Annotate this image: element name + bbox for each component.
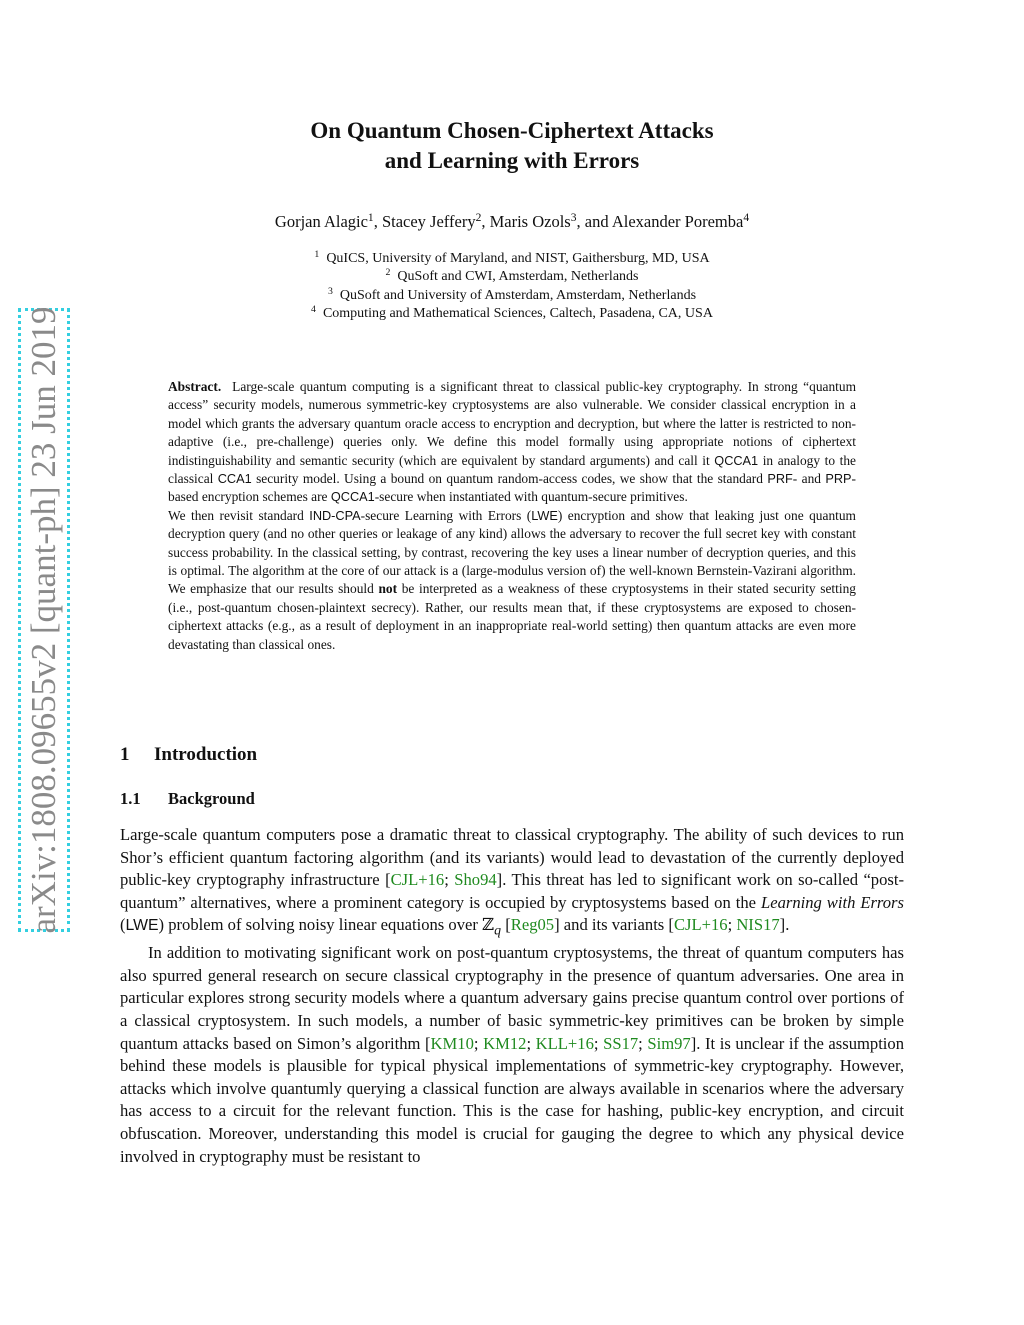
subsection-number: 1.1 [120, 789, 141, 808]
author-mark: 4 [743, 212, 750, 225]
lwe-term: LWE [125, 917, 159, 935]
abstract-text: -based encryption schemes are [168, 471, 856, 505]
qcca1-term: QCCA1 [714, 452, 759, 468]
author-name: Maris Ozols [489, 212, 571, 231]
section-heading [120, 744, 257, 766]
paragraph-text: ) problem of solving noisy linear equations over ℤ [158, 915, 495, 935]
body-paragraph-2: In addition to motivating significant work on post-quantum cryptosystems, the threat of quantum computers has also spurred general research on secure classical cryptography in the presence of quantum adversaries. One area in particular explores strong security models where a quantum adversary gains precise quantum control over portions of a classical cryptosystem. In such models, a number of basic symmetric-key primitives can be broken by simple quantum attacks based on Simon’s algorithm [KM10; KM12; KLL+16; SS17; Sim97]. It is unclear if the assumption behind these models is plausible for typical physical implementations of symmetric-key cryptography. However, attacks which involve quantumly querying a classical function are always available in scenarios where the adversary has access to a circuit for the relevant function. This is the case for hashing, public-key encryption, and circuit obfuscation. Moreover, understanding this model is crucial for gauging the degree to which any physical device involved in cryptography must be resistant to [120, 943, 905, 1166]
abstract-text: in analogy to the classical [168, 452, 856, 487]
citation-link[interactable]: KM10 [430, 1033, 474, 1053]
citation-link[interactable]: NIS17 [736, 915, 780, 935]
lwe-emphasis: Learning with Errors [760, 892, 904, 912]
citation-link[interactable]: Sho94 [454, 870, 497, 890]
abstract-text: Large-scale quantum computing is a significant threat to classical public-key cryptography. In strong “quantum access” security models, numerous symmetric-key cryptosystems are also vulnerable. We consider classical encryption in a model which grants the adversary quantum oracle access to encryption and decryption, but where the latter is restricted to non-adaptive (i.e., pre-challenge) queries only. We define this model formally using appropriate notions of ciphertext indistinguishability and semantic security (which are equivalent by standard arguments) and call it [168, 379, 856, 468]
citation-link[interactable]: Reg05 [510, 915, 555, 935]
body-paragraph-1: Large-scale quantum computers pose a dramatic threat to classical cryptography. The ability of such devices to run Shor’s efficient quantum factoring algorithm (and its variants) would lead to devastation of the currently deployed public-key cryptography infrastructure [CJL+16; Sho94]. This threat has led to significant work on so-called “post-quantum” alternatives, where a prominent category is occupied by cryptosystems based on the Learning with Errors (LWE) problem of solving noisy linear equations over ℤ$_q$ [Reg05] and its variants [CJL+16; NIS17]. [120, 825, 904, 938]
affiliation-mark: 1 [314, 249, 320, 261]
citation-link[interactable]: CJL+16 [673, 915, 728, 935]
section-title: Introduction [154, 744, 258, 765]
citation-link[interactable]: CJL+16 [390, 870, 445, 890]
citation-link[interactable]: SS17 [603, 1033, 639, 1053]
author-mark: 1 [367, 212, 374, 225]
author-mark: 2 [475, 212, 482, 225]
citation-link[interactable]: Sim97 [647, 1033, 691, 1053]
paragraph-text: ]. This threat has led to significant work on so-called “post-quantum” alternatives, where a prominent category is occupied by cryptosystems based on the [120, 870, 904, 912]
affiliation-text: Computing and Mathematical Sciences, Caltech, Pasadena, CA, USA [322, 306, 713, 322]
emphasis-not: not [378, 581, 398, 597]
prf-term: PRF [767, 471, 793, 487]
ind-cpa-term: IND-CPA [309, 507, 361, 523]
arxiv-stamp [18, 308, 70, 932]
subsection-heading [120, 789, 255, 809]
paragraph-text: and its variants [ [563, 915, 674, 935]
affiliation-mark: 4 [311, 304, 316, 316]
paragraph-text: ]. It is unclear if the assumption behind these models is plausible for typical physical implementations of symmetric-key cryptography. However, attacks which involve quantumly querying a classical function are always available in scenarios where the adversary has access to a circuit for the relevant function. This is the case for hashing, public-key encryption, and circuit obfuscation. Moreover, understanding this model is crucial for gauging the degree to which any physical device involved in cryptography must be resistant to [120, 1033, 905, 1166]
author-list: Gorjan Alagic$^1$, Stacey Jeffery$^2$, Maris Ozols$^3$, and Alexander Poremba$^4$ [274, 212, 750, 231]
affiliation-mark: 2 [385, 267, 391, 279]
affiliation-text: QuICS, University of Maryland, and NIST, Gaithersburg, MD, USA [326, 251, 710, 266]
abstract-text: security model. Using a bound on quantum random-access codes, we show that the standard [256, 471, 763, 487]
arxiv-stamp-text: arXiv:1808.09655v2 [quant-ph] 23 Jun 2019 [24, 306, 63, 934]
abstract-text: -secure Learning with Errors ( [360, 507, 532, 523]
author-name: Alexander Poremba [611, 212, 744, 231]
prp-term: PRP [825, 471, 852, 487]
cca1-term: CCA1 [217, 471, 252, 487]
paragraph-text: Large-scale quantum computers pose a dramatic threat to classical cryptography. The ability of such devices to run Shor’s efficient quantum factoring algorithm (and its variants) would lead to devastation of the currently deployed public-key cryptography infrastructure [ [120, 825, 904, 890]
affiliation-line [0, 268, 1024, 286]
abstract-text: We then revisit standard [168, 507, 304, 523]
affiliation-text: QuSoft and CWI, Amsterdam, Netherlands [397, 269, 639, 285]
abstract-text: -secure when instantiated with quantum-secure primitives. [374, 489, 688, 505]
paragraph-text: ]. [779, 915, 790, 935]
section-number: 1 [120, 744, 130, 765]
author-mark: 3 [570, 212, 577, 225]
author-name: Gorjan Alagic [274, 212, 368, 231]
affiliation-mark: 3 [327, 285, 333, 297]
affiliations [0, 250, 1024, 324]
citation-link[interactable]: KLL+16 [535, 1033, 594, 1053]
title-line-2: and Learning with Errors [384, 148, 640, 173]
lwe-term: LWE [531, 507, 558, 523]
abstract-paragraph-2 [168, 507, 856, 654]
qcca1-term: QCCA1 [330, 489, 375, 505]
author-name: Stacey Jeffery [381, 212, 476, 231]
subsection-title: Background [168, 789, 255, 808]
abstract-text: be interpreted as a weakness of these cryptosystems in their stated security setting (i.e., post-quantum chosen-plaintext secrecy). Rather, our results mean that, if these cryptosystems are exposed to chosen-ciphertext attacks (e.g., as a result of deployment in an inappropriate real-world setting) then quantum attacks are even more devastating than classical ones. [168, 581, 856, 652]
abstract-paragraph-1 [168, 378, 856, 507]
abstract-label: Abstract. [168, 379, 222, 394]
affiliation-line [0, 287, 1024, 305]
abstract [168, 378, 856, 654]
abstract-text: ) encryption and show that leaking just one quantum decryption query (and no other queries or leakage of any kind) allows the adversary to recover the full secret key with constant success probability. In the classical setting, by contrast, recovering the key uses a linear number of decryption queries, and this is optimal. The algorithm at the core of our attack is a (large-modulus version of) the well-known Bernstein-Vazirani algorithm. We emphasize that our results should [168, 507, 856, 597]
body-text [120, 824, 904, 1168]
affiliation-line [0, 305, 1024, 323]
subscript-q: q [494, 922, 502, 938]
paper-title [0, 116, 1024, 176]
paragraph-text: In addition to motivating significant work on post-quantum cryptosystems, the threat of quantum computers has also spurred general research on secure classical cryptography in the presence of quantum adversaries. One area in particular explores strong security models where a quantum adversary gains precise quantum control over portions of a classical cryptosystem. In such models, a number of basic symmetric-key primitives can be broken by simple quantum attacks based on Simon’s algorithm [ [120, 943, 904, 1053]
affiliation-text: QuSoft and University of Amsterdam, Amsterdam, Netherlands [339, 287, 697, 303]
title-line-1: On Quantum Chosen-Ciphertext Attacks [310, 118, 714, 143]
citation-link[interactable]: KM12 [483, 1033, 527, 1053]
abstract-text: - and [792, 471, 821, 487]
affiliation-line [0, 250, 1024, 268]
